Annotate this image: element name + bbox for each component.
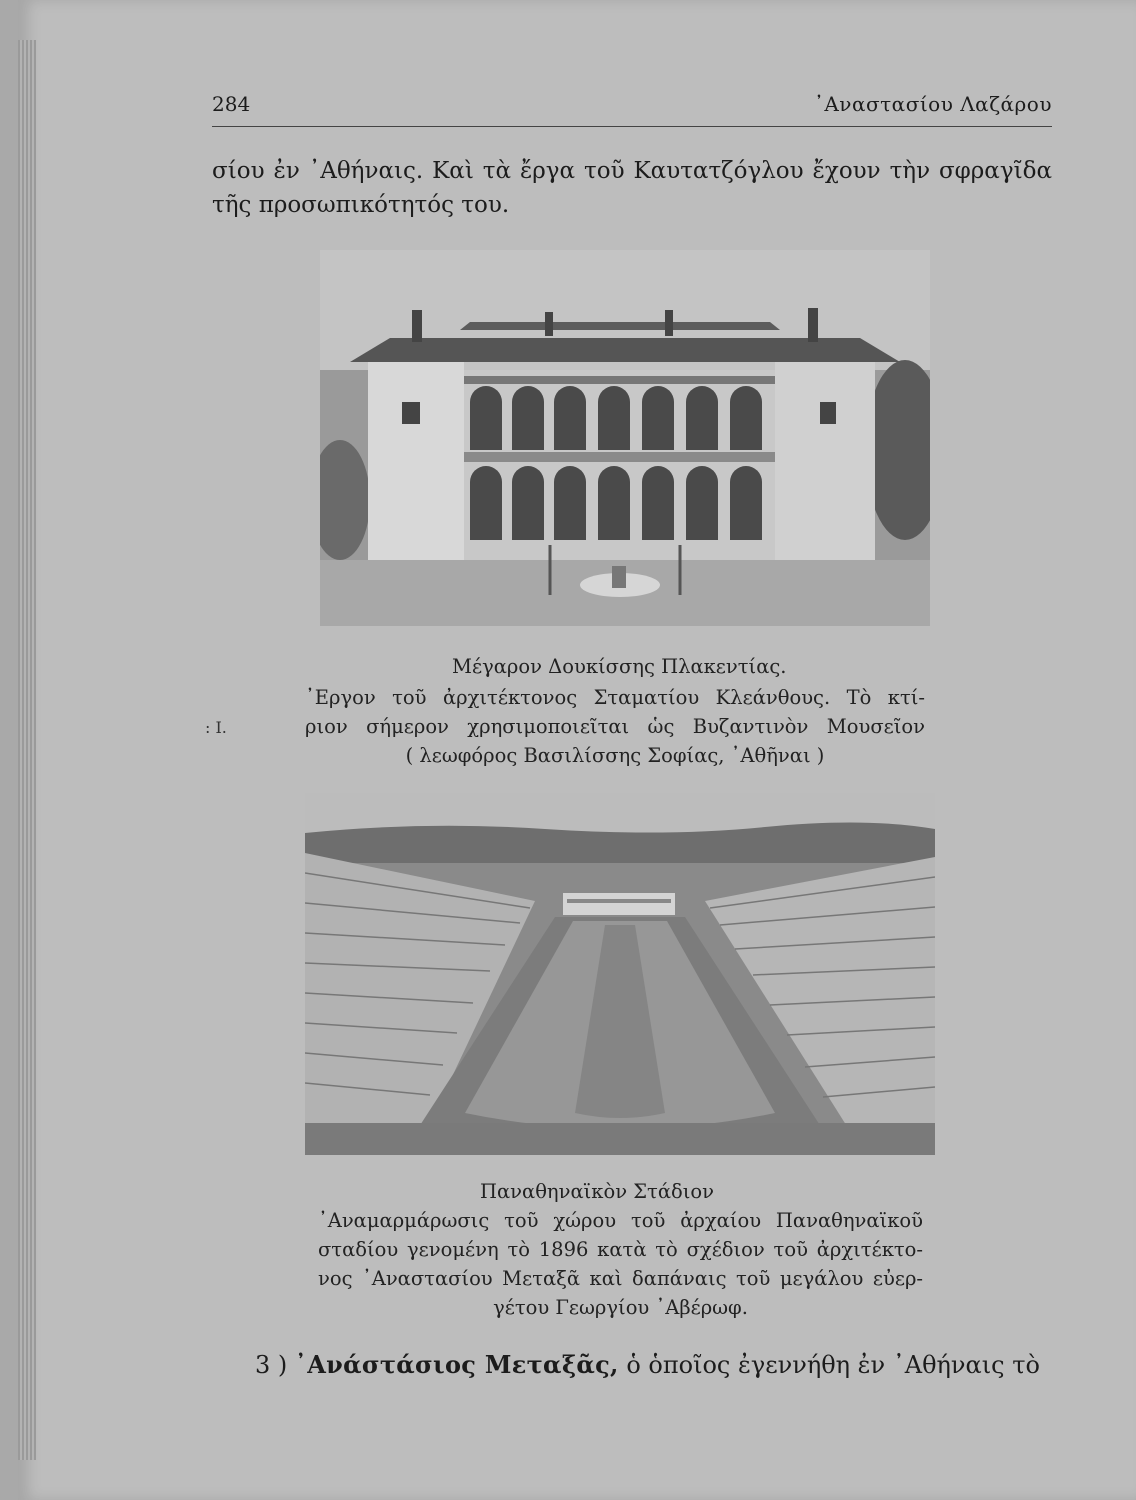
section-heading-line (255, 1348, 1040, 1382)
intro-line-2: τῆς προσωπικότητός του. (212, 192, 510, 218)
page-number: 284 (212, 92, 251, 116)
figure1-caption-line-3: ( λεωφόρος Βασιλίσσης Σοφίας, ᾽Αθῆναι ) (405, 744, 825, 767)
figure2-caption-line-4: γέτου Γεωργίου ᾽Αβέρωφ. (493, 1296, 748, 1319)
figure1-caption-line-1: ᾽Εργον τοῦ ἀρχιτέκτονος Σταματίου Κλεάνθους. Τὸ κτί- (305, 686, 925, 709)
section-number: 3 ) (255, 1351, 288, 1379)
figure1-title: Μέγαρον Δουκίσσης Πλακεντίας. (452, 655, 787, 678)
page-edge-stack (18, 40, 36, 1460)
figure2-caption-line-2: σταδίου γενομένη τὸ 1896 κατὰ τὸ σχέδιον τοῦ ἀρχιτέκτο- (318, 1238, 923, 1261)
figure1-caption (305, 683, 925, 770)
intro-line-1: σίου ἐν ᾽Αθήναις. Καὶ τὰ ἔργα τοῦ Καυτατζόγλου ἔχουν τὴν σφραγῖδα (212, 158, 1052, 184)
mansion-photo (320, 250, 930, 626)
figure2-caption-line-1: ᾽Αναμαρμάρωσις τοῦ χώρου τοῦ ἀρχαίου Παναθηναϊκοῦ (318, 1209, 923, 1232)
section-person-name: ᾽Ανάστάσιος Μεταξᾶς, (294, 1350, 619, 1379)
figure2-caption (318, 1206, 923, 1322)
intro-paragraph (212, 154, 1052, 222)
section-text: ὁ ὁποῖος ἐγεννήθη ἐν ᾽Αθήναις τὸ (626, 1351, 1040, 1379)
margin-mark: : I. (205, 718, 227, 737)
figure2-caption-line-3: νος ᾽Αναστασίου Μεταξᾶ καὶ δαπάναις τοῦ μεγάλου εὐερ- (318, 1267, 923, 1290)
page-header (212, 90, 1052, 127)
figure2-title: Παναθηναϊκὸν Στάδιον (480, 1180, 714, 1203)
figure1-caption-line-2: ριον σήμερον χρησιμοποιεῖται ὡς Βυζαντινὸν Μουσεῖον (305, 715, 925, 738)
running-title: ᾽Αναστασίου Λαζάρου (813, 92, 1052, 116)
stadium-photo (305, 793, 935, 1155)
